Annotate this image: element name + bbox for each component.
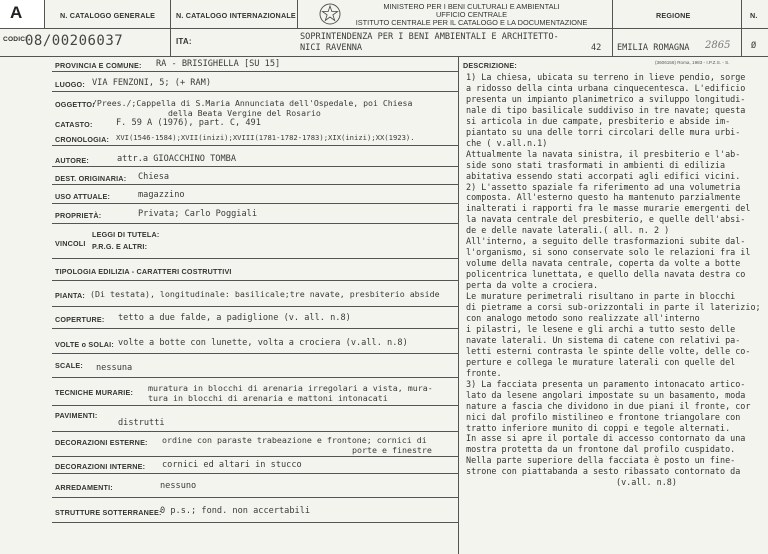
description-body	[466, 72, 764, 488]
description-line: Nella parte superiore della facciata è posto un fine-	[466, 455, 736, 466]
description-line: di pietrame a corsi sub-orizzontali in parte il laterizio;	[466, 302, 761, 313]
description-line: navate laterali. Un sistema di catene con relativi pa-	[466, 334, 741, 345]
rule	[52, 456, 458, 457]
proprieta-label: PROPRIETÀ:	[55, 211, 102, 220]
description-line: side sono stati trasformati in ambienti di edilizia	[466, 159, 726, 170]
tecniche-murarie-label: TECNICHE MURARIE:	[55, 388, 134, 397]
print-code: (3606156) Roma, 1983 - I.P.Z.S. - S.	[655, 60, 730, 65]
rule	[52, 377, 458, 378]
rule	[52, 405, 458, 406]
description-line: 1) La chiesa, ubicata su terreno in lieve pendio, sorge	[466, 72, 746, 82]
description-line: nici dal profilo mistilineo e frontone triangolare con	[466, 411, 741, 422]
description-line: perta da volte a crociera.	[466, 280, 599, 291]
rule	[44, 0, 45, 28]
description-line: presenta un impianto planimetrico a sviluppo longitudi-	[466, 93, 746, 104]
description-line: con analogo metodo sono realizzate all'interno	[466, 312, 700, 323]
description-line: l'organismo, si sono conservate solo le relazioni fra il	[466, 247, 751, 258]
description-line: letti esterni contrasta le spinte delle volte, delle co-	[466, 345, 751, 356]
tipologia-label: TIPOLOGIA EDILIZIA - CARATTERI COSTRUTTIVI	[55, 267, 232, 276]
coperture-value: tetto a due falde, a padiglione (v. all. n.8)	[118, 313, 351, 323]
arredamenti-value: nessuno	[160, 481, 197, 491]
provincia-label: PROVINCIA E COMUNE:	[55, 61, 142, 70]
scale-label: SCALE:	[55, 361, 83, 370]
dest-originaria-label: DEST. ORIGINARIA:	[55, 174, 127, 183]
rule	[612, 0, 613, 56]
volte-solai-value: volte a botte con lunette, volta a crociera (v.all. n.8)	[118, 338, 408, 348]
ministry-line-3: ISTITUTO CENTRALE PER IL CATALOGO E LA DOCUMENTAZIONE	[355, 17, 588, 27]
description-line: 3) La facciata presenta un paramento intonacato artico-	[466, 378, 746, 389]
rule	[52, 166, 458, 167]
luogo-value: VIA FENZONI, 5; (+ RAM)	[92, 78, 211, 88]
description-line: si articola in due campate, presbiterio e abside im-	[466, 115, 731, 126]
rule	[52, 280, 458, 281]
rule	[0, 28, 768, 29]
oggetto-value-2: della Beata Vergine del Rosario	[168, 108, 321, 118]
coperture-label: COPERTURE:	[55, 315, 105, 324]
uso-attuale-value: magazzino	[138, 190, 185, 200]
ministry-line-1: MINISTERO PER I BENI CULTURALI E AMBIENTALI	[383, 2, 560, 11]
rule	[52, 184, 458, 185]
ita-label: ITA:	[176, 37, 192, 46]
regione-label: REGIONE	[656, 11, 691, 20]
oggetto-value-1: /Prees./;Cappella di S.Maria Annunciata dell'Ospedale, poi Chiesa	[92, 98, 413, 108]
handwritten-number: 2865	[705, 40, 731, 51]
number-42: 42	[591, 43, 602, 53]
corner-letter-box	[0, 0, 45, 29]
regione-value: EMILIA ROMAGNA	[617, 43, 690, 53]
decorazioni-esterne-value-1: ordine con paraste trabeazione e frontone; cornici di	[162, 435, 427, 445]
description-line: de e delle navate laterali.( all. n. 2 )	[466, 225, 670, 236]
decorazioni-interne-value: cornici ed altari in stucco	[162, 460, 302, 470]
description-line: lato da lesene angolari impostate su un basamento, moda	[466, 389, 746, 400]
rule	[52, 328, 458, 329]
n-label: N.	[750, 11, 758, 20]
decorazioni-esterne-label: DECORAZIONI ESTERNE:	[55, 438, 148, 447]
pavimenti-value: distrutti	[118, 418, 165, 428]
rule	[297, 0, 298, 28]
cronologia-value: XVI(1546-1584);XVII(inizi);XVIII(1781-1782-1783);XIX(inizi);XX(1923).	[116, 133, 415, 142]
description-line: nature a fascia che dividono in due piani il fronte, cor	[466, 400, 751, 411]
rule	[52, 91, 458, 92]
rule	[0, 56, 768, 57]
description-line: nale di tipo basilicale suddiviso in tre navate; questa	[466, 104, 746, 115]
oggetto-label: OGGETTO:	[55, 100, 95, 109]
pianta-value: (Di testata), longitudinale: basilicale;tre navate, presbiterio abside	[90, 289, 440, 299]
proprieta-value: Privata; Carlo Poggiali	[138, 209, 257, 219]
rule	[52, 522, 458, 523]
ministry-header	[344, 3, 599, 26]
description-line: abitativa essendo stati accorpati agli edifici vicini.	[466, 170, 741, 181]
description-line: policentrica lunettata, e quello della navata destra co	[466, 269, 746, 280]
description-line: In asse si apre il portale di accesso contornato da una	[466, 433, 746, 444]
scale-value: nessuna	[96, 363, 133, 373]
description-line: fronte.	[466, 367, 502, 378]
leggi-tutela-label: LEGGI DI TUTELA:	[92, 230, 160, 239]
rule	[52, 353, 458, 354]
strutture-sotterranee-value: 0 p.s.; fond. non accertabili	[160, 506, 311, 516]
description-line: Attualmente la navata sinistra, il presbiterio e l'ab-	[466, 148, 741, 159]
uso-attuale-label: USO ATTUALE:	[55, 192, 111, 201]
rule	[52, 431, 458, 432]
corner-letter: A	[10, 3, 23, 22]
rule	[170, 0, 171, 56]
rule	[52, 258, 458, 259]
tecniche-murarie-value-1: muratura in blocchi di arenaria irregolari a vista, mura-	[148, 383, 433, 393]
rule	[52, 306, 458, 307]
description-line: (v.all. n.8)	[616, 477, 677, 488]
description-line: Le murature perimetrali risultano in parte in blocchi	[466, 291, 736, 302]
ministry-line-2: UFFICIO CENTRALE	[435, 9, 508, 19]
descrizione-label: DESCRIZIONE:	[463, 61, 517, 70]
provincia-value: RA - BRISIGHELLA [SU 15]	[156, 59, 281, 69]
decorazioni-esterne-value-2: porte e finestre	[352, 445, 432, 455]
dest-originaria-value: Chiesa	[138, 172, 170, 182]
rule	[458, 56, 459, 554]
catasto-label: CATASTO:	[55, 120, 93, 129]
pavimenti-label: PAVIMENTI:	[55, 411, 98, 420]
cronologia-label: CRONOLOGIA:	[55, 135, 110, 144]
soprintendenza-value: SOPRINTENDENZA PER I BENI AMBIENTALI E ARCHITETTO-	[300, 32, 559, 42]
description-line: che ( v.all.n.1)	[466, 137, 548, 148]
description-line: tratto inferiore munito di coppi e tegole alternati.	[466, 422, 731, 433]
rule	[52, 473, 458, 474]
description-line: inalterati i rapporti fra le masse murarie emergenti del	[466, 203, 751, 214]
decorazioni-interne-label: DECORAZIONI INTERNE:	[55, 462, 146, 471]
description-line: strone con piattabanda a sesto ribassato contornato da	[466, 466, 741, 477]
description-line: a ridosso della cinta urbana cinquecentesca. L'edificio	[466, 82, 746, 93]
codici-value: 08/00206037	[25, 33, 124, 49]
pianta-label: PIANTA:	[55, 291, 86, 300]
prg-label: P.R.G. E ALTRI:	[92, 242, 148, 251]
luogo-label: LUOGO:	[55, 80, 85, 89]
description-line: la navata centrale del presbiterio, e quelle dell'absi-	[466, 214, 746, 225]
rule	[52, 203, 458, 204]
autore-value: attr.a GIOACCHINO TOMBA	[117, 154, 236, 164]
description-line: 2) L'assetto spaziale fa riferimento ad una volumetria	[466, 181, 741, 192]
catasto-value: F. 59 A (1976), part. C, 491	[116, 118, 261, 128]
n-value: Ø	[751, 41, 757, 51]
rule	[52, 497, 458, 498]
tecniche-murarie-value-2: tura in blocchi di arenaria e mattoni intonacati	[148, 393, 388, 403]
catalogo-internazionale-label: N. CATALOGO INTERNAZIONALE	[176, 11, 296, 20]
codici-label: CODICI	[3, 36, 28, 43]
republic-emblem-icon	[318, 2, 342, 26]
rule	[52, 71, 458, 72]
description-line: mostra protetta da un frontone dal profilo cuspidato.	[466, 444, 736, 455]
description-line: composta. All'esterno questo ha mantenuto parzialmente	[466, 192, 741, 203]
rule	[741, 0, 742, 56]
soprintendenza-value-cont: NICI RAVENNA	[300, 43, 363, 53]
rule	[52, 223, 458, 224]
catalogo-generale-label: N. CATALOGO GENERALE	[60, 11, 156, 20]
rule	[52, 145, 458, 146]
description-line: All'interno, a seguito delle trasformazioni subite dal-	[466, 236, 746, 247]
description-line: perture e collega le murature laterali con quelle del	[466, 356, 736, 367]
description-line: i pilastri, le lesene e gli archi a tutto sesto delle	[466, 323, 736, 334]
strutture-sotterranee-label: STRUTTURE SOTTERRANEE:	[55, 508, 162, 517]
volte-solai-label: VOLTE o SOLAI:	[55, 340, 114, 349]
arredamenti-label: ARREDAMENTI:	[55, 483, 113, 492]
description-line: volume della navata centrale, coperta da volte a botte	[466, 258, 741, 269]
description-line: piantato su una delle torri circolari delle mura urbi-	[466, 126, 741, 137]
vincoli-label: VINCOLI	[55, 239, 86, 248]
autore-label: AUTORE:	[55, 156, 90, 165]
